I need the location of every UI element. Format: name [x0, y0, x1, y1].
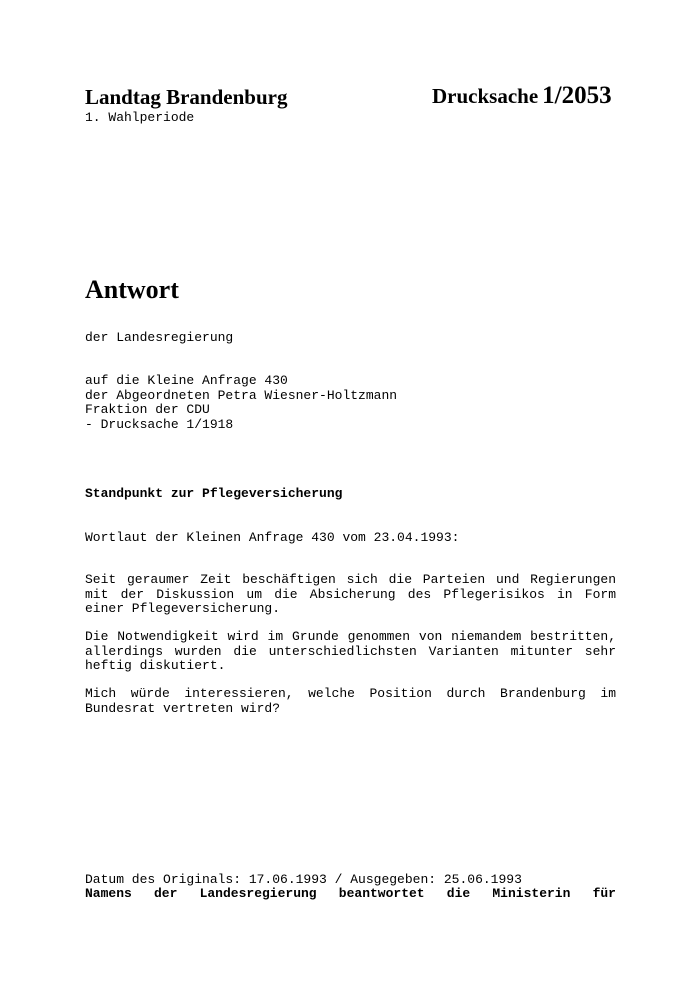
document-subtitle: der Landesregierung: [85, 330, 234, 345]
print-reference: [432, 82, 612, 113]
inquiry-reference: [85, 374, 397, 432]
parliament-title: Landtag Brandenburg: [85, 85, 288, 109]
answer-intro: Namens der Landesregierung beantwortet die Ministerin für: [85, 886, 616, 901]
wording-heading: Wortlaut der Kleinen Anfrage 430 vom 23.04.1993:: [85, 530, 460, 545]
print-number: 1/2053: [542, 82, 612, 109]
publication-dates: Datum des Originals: 17.06.1993 / Ausgegeben: 25.06.1993: [85, 872, 522, 887]
question-paragraph: Die Notwendigkeit wird im Grunde genommen von niemandem bestritten, allerdings wurden die unterschiedlichsten Varianten mitunter sehr heftig diskutiert.: [85, 629, 616, 673]
document-type-heading: Antwort: [85, 275, 179, 304]
inquiry-line: der Abgeordneten Petra Wiesner-Holtzmann: [85, 387, 398, 403]
inquiry-line: auf die Kleine Anfrage 430: [85, 373, 288, 388]
legislative-period: 1. Wahlperiode: [85, 110, 195, 125]
question-paragraph: Mich würde interessieren, welche Position durch Brandenburg im Bundesrat vertreten wird?: [85, 686, 616, 716]
inquiry-line: - Drucksache 1/1918: [85, 416, 234, 432]
print-label: Drucksache: [432, 84, 539, 108]
inquiry-line: Fraktion der CDU: [85, 402, 210, 417]
question-paragraph: Seit geraumer Zeit beschäftigen sich die Parteien und Regierungen mit der Diskussion um die Absicherung des Pflegerisikos in Form einer Pflegeversicherung.: [85, 572, 616, 616]
topic-heading: Standpunkt zur Pflegeversicherung: [85, 486, 343, 501]
